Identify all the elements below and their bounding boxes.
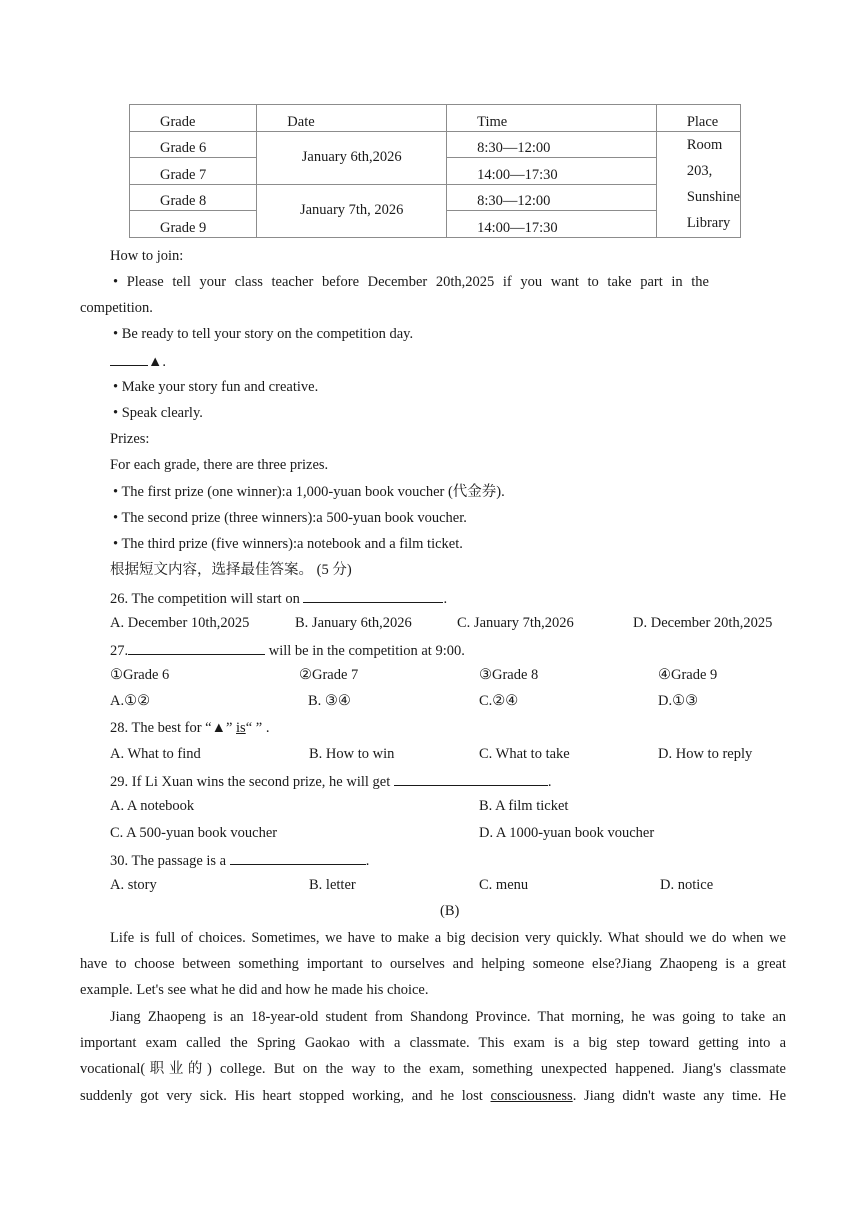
prize-second: • The second prize (three winners):a 500-yuan book voucher.: [113, 510, 467, 526]
q30-option-b: B. letter: [309, 877, 356, 893]
q30-option-a: A. story: [110, 877, 157, 893]
q28-quote: “ ” .: [245, 720, 270, 736]
schedule-table: [129, 104, 741, 238]
passage-line: example. Let's see what he did and how he made his choice.: [80, 982, 429, 999]
q28-text: 28. The best for “▲”: [110, 720, 233, 736]
q29-stem: [110, 770, 552, 792]
grade-cell: Grade 6: [130, 131, 257, 158]
passage-line: [80, 1083, 786, 1109]
time-cell: 14:00—17:30: [447, 211, 657, 238]
q27-option-d: D.①③: [658, 693, 699, 709]
q30-option-c: C. menu: [479, 877, 529, 893]
join-bullet-1: • Please tell your class teacher before December 20th,2025 if you want to take part in the: [113, 274, 709, 290]
q27-option-a: A.①②: [110, 693, 151, 709]
answer-blank: [128, 639, 265, 655]
q27-item-3: ③Grade 8: [479, 667, 539, 683]
q27-option-c: C.②④: [479, 693, 519, 709]
passage-line: vocational(职业的) college. But on the way to the exam, something unexpected happened. Jiang's classmate: [80, 1061, 786, 1078]
q27-stem: [110, 639, 465, 661]
q26-option-b: B. January 6th,2026: [295, 615, 412, 631]
place-cell: [656, 131, 740, 237]
underlined-word: consciousness: [490, 1087, 573, 1104]
prizes-heading: Prizes:: [110, 431, 150, 447]
passage-text: suddenly got very sick. His heart stopped working, and he lost: [80, 1087, 483, 1104]
q29-text: 29. If Li Xuan wins the second prize, he will get: [110, 774, 391, 790]
q27-item-1: ①Grade 6: [110, 667, 170, 683]
q28-stem: [110, 718, 269, 738]
header-date: Date: [257, 105, 447, 132]
triangle-mark: ▲.: [148, 354, 166, 370]
q29-option-d: D. A 1000-yuan book voucher: [479, 825, 655, 841]
q26-text: 26. The competition will start on: [110, 591, 300, 607]
time-cell: 8:30—12:00: [447, 184, 657, 211]
header-grade: Grade: [130, 105, 257, 132]
header-place: Place: [656, 105, 740, 132]
q27-text: will be in the competition at 9:00.: [268, 643, 465, 659]
q30-option-d: D. notice: [660, 877, 714, 893]
q28-option-d: D. How to reply: [658, 746, 753, 762]
grade-cell: Grade 7: [130, 158, 257, 185]
time-cell: 8:30—12:00: [447, 131, 657, 158]
join-bullet-2: • Be ready to tell your story on the competition day.: [113, 326, 414, 342]
q27-item-4: ④Grade 9: [658, 667, 718, 683]
table-row: [130, 184, 741, 211]
date-cell: January 7th, 2026: [257, 184, 447, 237]
answer-blank: [230, 849, 366, 865]
blank-question-mark: [110, 350, 166, 372]
passage-line: Jiang Zhaopeng is an 18-year-old student from Shandong Province. That morning, he was going to take an: [110, 1009, 786, 1025]
q28-option-c: C. What to take: [479, 746, 570, 762]
q26-stem: [110, 587, 447, 609]
q26-option-d: D. December 20th,2025: [633, 615, 773, 631]
q27-number: 27.: [110, 643, 129, 659]
q29-option-c: C. A 500-yuan book voucher: [110, 825, 278, 841]
q30-text: 30. The passage is a: [110, 853, 227, 869]
table-header-row: [130, 105, 741, 132]
q30-period: .: [365, 853, 370, 869]
passage-paragraph-1: [80, 925, 786, 1004]
join-bullet-1-cont: competition.: [80, 300, 153, 316]
passage-paragraph-2: [80, 1004, 786, 1109]
join-bullet-3: • Make your story fun and creative.: [113, 379, 319, 395]
time-cell: 14:00—17:30: [447, 158, 657, 185]
q26-option-c: C. January 7th,2026: [457, 615, 574, 631]
q28-option-b: B. How to win: [309, 746, 395, 762]
answer-blank: [394, 770, 548, 786]
place-library: Sunshine Library: [686, 189, 740, 231]
passage-line: Life is full of choices. Sometimes, we have to make a big decision very quickly. What should we do when we: [110, 930, 786, 946]
q28-is: is: [236, 720, 246, 736]
prize-third: • The third prize (five winners):a notebook and a film ticket.: [113, 536, 463, 552]
date-cell: January 6th,2026: [257, 131, 447, 184]
q27-option-b: B. ③④: [308, 693, 351, 709]
grade-cell: Grade 8: [130, 184, 257, 211]
q26-period: .: [443, 591, 448, 607]
place-room: Room 203,: [686, 137, 723, 179]
q26-option-a: A. December 10th,2025: [110, 615, 250, 631]
blank-line: [110, 350, 148, 366]
join-bullet-4: • Speak clearly.: [113, 405, 203, 421]
section-b-label: (B): [440, 903, 460, 919]
instruction: 根据短文内容，选择最佳答案。 (5 分): [110, 562, 352, 578]
grade-cell: Grade 9: [130, 211, 257, 238]
q30-stem: [110, 849, 369, 871]
q27-item-2: ②Grade 7: [299, 667, 359, 683]
answer-blank: [303, 587, 443, 603]
table-row: [130, 131, 741, 158]
passage-text: . Jiang didn't waste any time. He: [572, 1087, 787, 1104]
header-time: Time: [447, 105, 657, 132]
q28-option-a: A. What to find: [110, 746, 201, 762]
passage-line: have to choose between something important to ourselves and helping someone else?Jiang Zhaopeng is a great: [80, 956, 786, 973]
passage-line: important exam called the Spring Gaokao with a classmate. This exam is a big step toward getting into a: [80, 1035, 786, 1052]
prizes-intro: For each grade, there are three prizes.: [110, 457, 329, 473]
q29-option-b: B. A film ticket: [479, 798, 569, 814]
prize-first: • The first prize (one winner):a 1,000-yuan book voucher (代金券).: [113, 484, 505, 500]
q29-period: .: [547, 774, 552, 790]
how-to-join-heading: How to join:: [110, 248, 184, 264]
q29-option-a: A. A notebook: [110, 798, 195, 814]
